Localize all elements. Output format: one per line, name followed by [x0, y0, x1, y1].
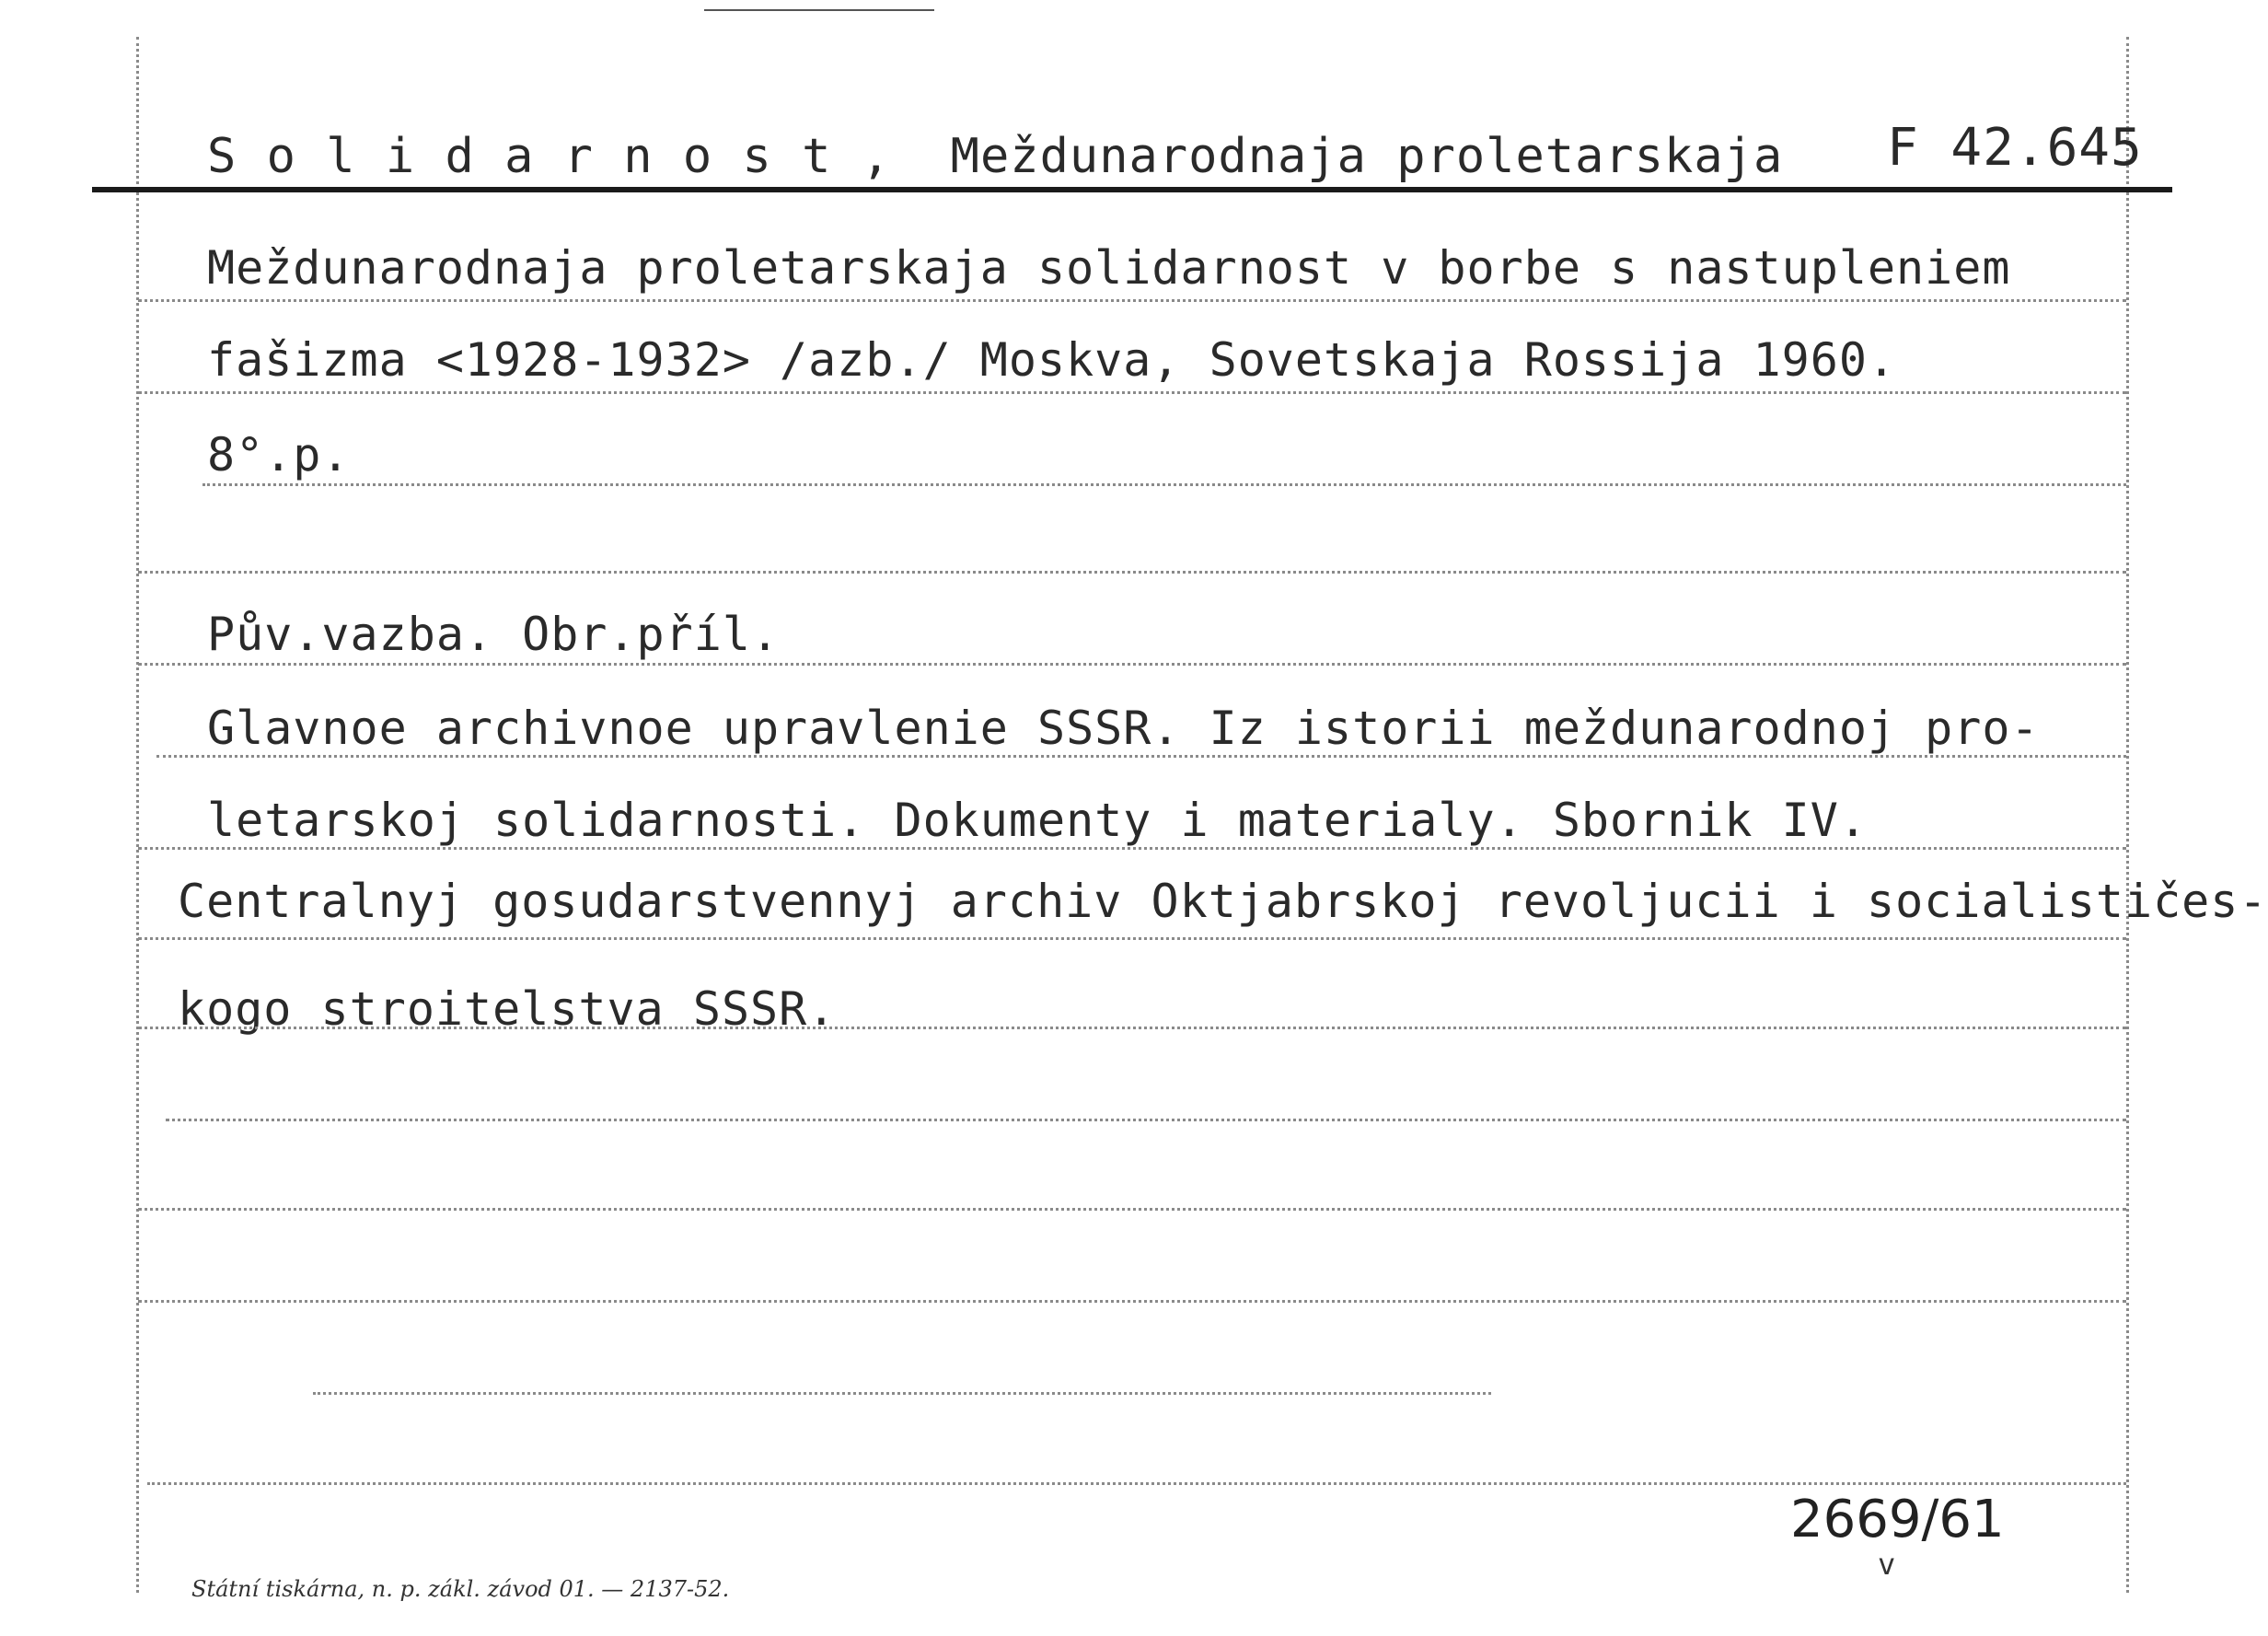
card-line-8: kogo stroitelstva SSSR.	[178, 982, 837, 1036]
card-line-6: letarskoj solidarnosti. Dokumenty i materialy. Sbornik IV.	[207, 794, 1868, 847]
card-line-7: Centralnyj gosudarstvennyj archiv Oktjabrskoj revoljucii i socialističes-	[178, 875, 2268, 928]
ruled-line	[138, 663, 2126, 666]
heading-title: S o l i d a r n o s t , Meždunarodnaja proletarskaja	[207, 129, 1784, 184]
ruled-line	[138, 571, 2126, 574]
ruled-line	[138, 847, 2126, 850]
card-line-1: Meždunarodnaja proletarskaja solidarnost v borbe s nastupleniem	[207, 241, 2011, 295]
ruled-line	[313, 1392, 1491, 1395]
ruled-line	[138, 937, 2126, 940]
ruled-line	[166, 1119, 2126, 1121]
card-line-5: Glavnoe archivnoe upravlenie SSSR. Iz istorii meždunarodnoj pro-	[207, 702, 2040, 755]
check-mark: v	[1878, 1547, 1896, 1582]
ruled-line	[202, 483, 2126, 486]
ruled-line	[156, 755, 2126, 758]
right-margin-line	[2126, 37, 2129, 1593]
card-line-3: 8°.p.	[207, 428, 351, 482]
ruled-line	[138, 1300, 2126, 1303]
heading-rule	[92, 187, 2172, 192]
heading-signature: F 42.645	[1887, 118, 2143, 178]
ruled-line	[147, 1482, 2126, 1485]
card-line-4: Pův.vazba. Obr.příl.	[207, 608, 781, 661]
card-line-2: fašizma <1928-1932> /azb./ Moskva, Sovetskaja Rossija 1960.	[207, 333, 1897, 387]
printer-note: Státní tiskárna, n. p. zákl. závod 01. — 2137-52.	[191, 1576, 730, 1602]
ruled-line	[138, 299, 2126, 302]
left-margin-line	[136, 37, 139, 1593]
accession-number: 2669/61	[1790, 1490, 2005, 1549]
ruled-line	[138, 1208, 2126, 1211]
top-edge-mark	[704, 9, 934, 11]
ruled-line	[138, 1027, 2126, 1029]
ruled-line	[138, 391, 2126, 394]
